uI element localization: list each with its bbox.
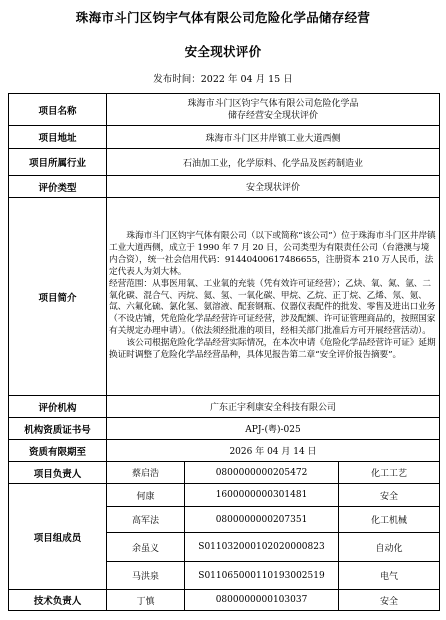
project-intro-value [107, 198, 440, 396]
project-name-value [107, 94, 440, 126]
row-project-intro [9, 198, 440, 396]
member-cert: 0800000000207351 [185, 507, 339, 533]
member-major: 自动化 [339, 533, 440, 562]
leader-cert: 0800000000205472 [185, 462, 339, 484]
evaluation-org-value: 广东正宇利康安全科技有限公司 [107, 396, 440, 418]
member-major: 化工机械 [339, 507, 440, 533]
project-members-label: 项目组成员 [9, 484, 107, 590]
member-cert: 1600000000301481 [185, 484, 339, 507]
row-evaluation-type [9, 176, 440, 198]
project-name-line1: 珠海市斗门区钧宇气体有限公司危险化学品 [187, 98, 359, 109]
evaluation-type-value: 安全现状评价 [107, 176, 440, 198]
member-name: 何康 [107, 484, 185, 507]
publish-date: 发布时间：2022 年 04 月 15 日 [153, 74, 293, 85]
member-name: 马洪泉 [107, 562, 185, 590]
qualification-expiry-label: 资质有限期至 [9, 440, 107, 462]
cert-number-label: 机构资质证书号 [9, 418, 107, 440]
member-major: 安全 [339, 484, 440, 507]
project-address-value: 珠海市斗门区井岸镇工业大道西侧 [107, 126, 440, 149]
cert-number-value: APJ-(粤)-025 [107, 418, 440, 440]
row-qualification-expiry [9, 440, 440, 462]
intro-paragraph-2: 经营范围：从事医用氧、工业氧的充装（凭有效许可证经营）；乙炔、氧、氮、氩、二氧化碳、混合气、丙烷、氦、氢、一氧化碳、甲烷、乙烷、正丁烷、乙烯、氖、氪、氙、六氟化硫、氯化氢、氨溶液、配套钢瓶、仪器仪表配件的批发、零售及进出口业务（不设店铺，凭危险化学品经营许可证经营，涉及配额、许可证管理商品的，按照国家有关规定办理申请）。（依法须经批准的项目，经相关部门批准后方可开展经营活动）。 [109, 278, 436, 337]
row-cert-number [9, 418, 440, 440]
member-row [9, 484, 440, 507]
project-intro-label: 项目简介 [9, 198, 107, 396]
intro-paragraph-1: 珠海市斗门区钧宇气体有限公司（以下或简称“该公司”）位于珠海市斗门区井岸镇工业大道西侧，成立于 1990 年 7 月 20 日，公司类型为有限责任公司（台港澳与境内合资），统一社会信用代码：91440400617486655，注册资本 210 万人民币，法定代表人为刘大林。 [109, 231, 436, 277]
member-name: 余虽义 [107, 533, 185, 562]
project-leader-label: 项目负责人 [9, 462, 107, 484]
row-project-address [9, 126, 440, 149]
evaluation-org-label: 评价机构 [9, 396, 107, 418]
leader-name: 蔡启浩 [107, 462, 185, 484]
project-industry-value: 石油加工业，化学原料、化学品及医药制造业 [107, 149, 440, 176]
tech-leader-label: 技术负责人 [9, 590, 107, 611]
qualification-expiry-value: 2026 年 04 月 14 日 [107, 440, 440, 462]
member-name: 高军法 [107, 507, 185, 533]
project-address-label: 项目地址 [9, 126, 107, 149]
tech-leader-name: 丁慎 [107, 590, 185, 611]
row-tech-leader [9, 590, 440, 611]
intro-paragraph-3: 该公司根据危险化学品经营实际情况，在本次申请《危险化学品经营许可证》延期换证时调整了危险化学品经营品种，具体见报告第二章“安全评价报告摘要”。 [109, 338, 436, 361]
project-industry-label: 项目所属行业 [9, 149, 107, 176]
leader-major: 化工工艺 [339, 462, 440, 484]
report-title-line1: 珠海市斗门区钧宇气体有限公司危险化学品储存经营 [75, 10, 371, 25]
tech-leader-cert: 0800000000103037 [185, 590, 339, 611]
row-project-leader [9, 462, 440, 484]
member-cert: S011032000102020000823 [185, 533, 339, 562]
member-cert: S011065000110193002519 [185, 562, 339, 590]
report-title-line2: 安全现状评价 [184, 44, 262, 59]
row-project-name [9, 94, 440, 126]
member-major: 电气 [339, 562, 440, 590]
project-name-line2: 储存经营安全现状评价 [227, 110, 318, 121]
row-evaluation-org [9, 396, 440, 418]
project-name-label: 项目名称 [9, 94, 107, 126]
tech-leader-major: 安全 [339, 590, 440, 611]
row-project-industry [9, 149, 440, 176]
project-info-table [8, 93, 440, 611]
evaluation-type-label: 评价类型 [9, 176, 107, 198]
